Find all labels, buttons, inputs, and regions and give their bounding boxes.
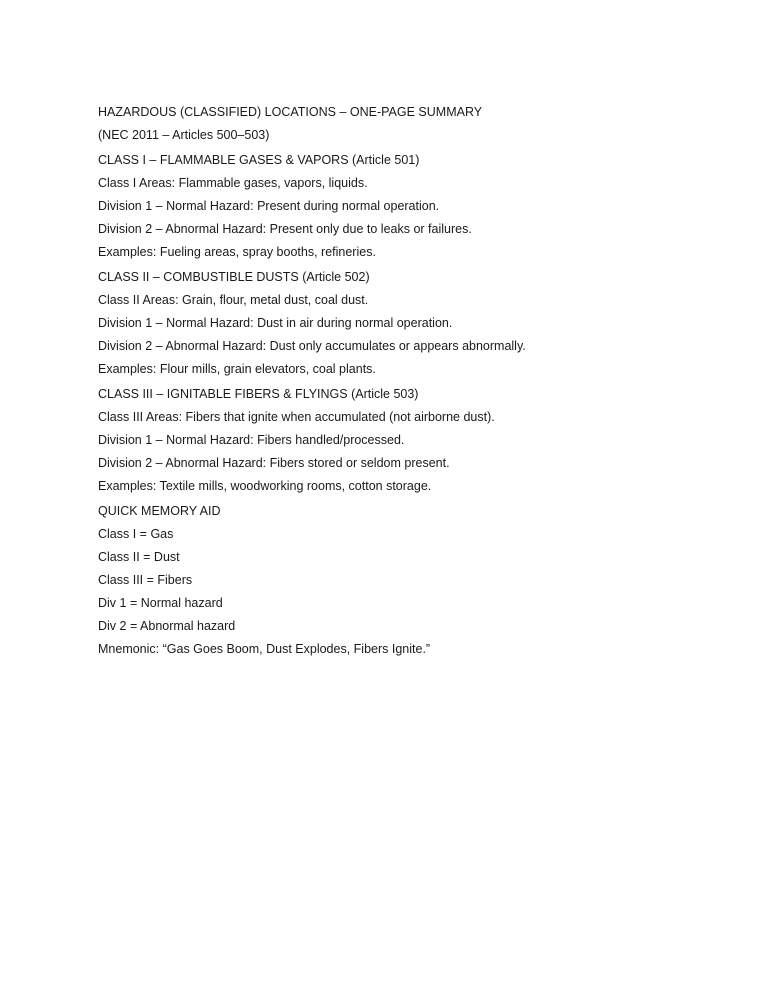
memory-aid-heading: QUICK MEMORY AID <box>98 504 221 518</box>
class1-division1: Division 1 – Normal Hazard: Present during normal operation. <box>98 199 440 213</box>
class2-areas: Class II Areas: Grain, flour, metal dust, coal dust. <box>98 293 369 307</box>
class3-heading: CLASS III – IGNITABLE FIBERS & FLYINGS (Article 503) <box>98 387 419 401</box>
class3-examples: Examples: Textile mills, woodworking rooms, cotton storage. <box>98 479 432 493</box>
document-subtitle: (NEC 2011 – Articles 500–503) <box>98 128 270 142</box>
class3-division1: Division 1 – Normal Hazard: Fibers handled/processed. <box>98 433 405 447</box>
class1-division2: Division 2 – Abnormal Hazard: Present only due to leaks or failures. <box>98 222 472 236</box>
mnemonic-line: Mnemonic: “Gas Goes Boom, Dust Explodes, Fibers Ignite.” <box>98 642 431 656</box>
memory-item: Class III = Fibers <box>98 573 193 587</box>
document-page <box>98 104 738 657</box>
class3-areas: Class III Areas: Fibers that ignite when accumulated (not airborne dust). <box>98 410 495 424</box>
class2-division1: Division 1 – Normal Hazard: Dust in air during normal operation. <box>98 316 453 330</box>
class2-heading: CLASS II – COMBUSTIBLE DUSTS (Article 502) <box>98 270 370 284</box>
class2-examples: Examples: Flour mills, grain elevators, coal plants. <box>98 362 376 376</box>
document-title: HAZARDOUS (CLASSIFIED) LOCATIONS – ONE-PAGE SUMMARY <box>98 105 483 119</box>
memory-aid-section <box>98 503 738 657</box>
memory-item: Class II = Dust <box>98 550 180 564</box>
class2-division2: Division 2 – Abnormal Hazard: Dust only accumulates or appears abnormally. <box>98 339 526 353</box>
class1-examples: Examples: Fueling areas, spray booths, refineries. <box>98 245 376 259</box>
class1-heading: CLASS I – FLAMMABLE GASES & VAPORS (Article 501) <box>98 153 420 167</box>
memory-item: Class I = Gas <box>98 527 174 541</box>
class3-section <box>98 386 738 494</box>
memory-item: Div 1 = Normal hazard <box>98 596 223 610</box>
class2-section <box>98 269 738 377</box>
class1-areas: Class I Areas: Flammable gases, vapors, liquids. <box>98 176 368 190</box>
class3-division2: Division 2 – Abnormal Hazard: Fibers stored or seldom present. <box>98 456 450 470</box>
memory-item: Div 2 = Abnormal hazard <box>98 619 236 633</box>
class1-section <box>98 152 738 260</box>
